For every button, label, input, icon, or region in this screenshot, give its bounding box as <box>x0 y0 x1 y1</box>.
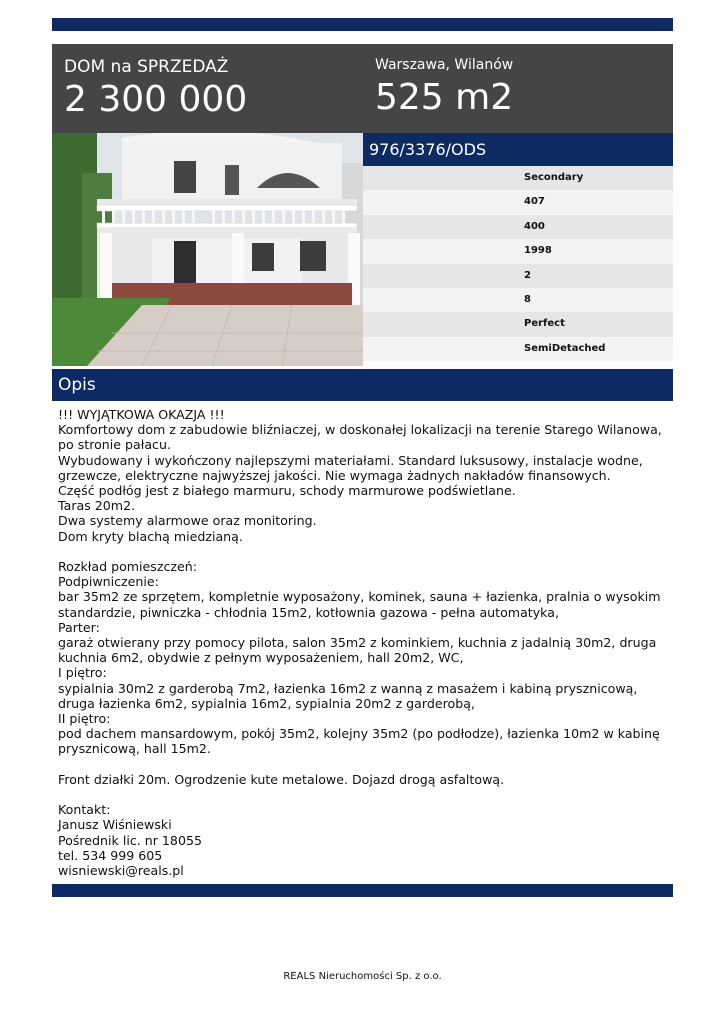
section-title: Opis <box>52 369 673 401</box>
listing-area: 525 m2 <box>375 77 514 118</box>
attribute-condition: Perfect <box>363 312 673 336</box>
bottom-accent-bar <box>52 884 673 897</box>
attributes-list <box>363 166 673 361</box>
attribute-year: 1998 <box>363 239 673 263</box>
attribute-value: 407 <box>363 190 673 214</box>
attribute-value: 8 <box>363 288 673 312</box>
listing-description: !!! WYJĄTKOWA OKAZJA !!! Komfortowy dom z zabudowie bliźniaczej, w doskonałej lokalizacji na terenie Starego Wilanowa, po stronie pałacu. Wybudowany i wykończony najlepszymi materiałami. Standard luksusowy, instalacje wodne, grzewcze, elektryczne najwyższej jakości. Nie wymaga żadnych nakładów finansowych. Część podłóg jest z białego marmuru, schody marmurowe podświetlane. Taras 20m2. Dwa systemy alarmowe oraz monitoring. Dom kryty blachą miedzianą. Rozkład pomieszczeń: Podpiwniczenie: bar 35m2 ze sprzętem, kompletnie wyposażony, kominek, sauna + łazienka, pralnia o wysokim standardzie, piwniczka - chłodnia 15m2, kotłownia gazowa - pełna automatyka, Parter: garaż otwierany przy pomocy pilota, salon 35m2 z kominkiem, kuchnia z jadalnią 30m2, druga kuchnia 6m2, obydwie z pełnym wyposażeniem, hall 20m2, WC, I piętro: sypialnia 30m2 z garderobą 7m2, łazienka 16m2 z wanną z masażem i kabiną prysznicową, druga łazienka 6m2, sypialnia 16m2, sypialnia 20m2 z garderobą, II piętro: pod dachem mansardowym, pokój 35m2, kolejny 35m2 (po podłodze), łazienka 10m2 w kabinę prysznicową, hall 15m2. Front działki 20m. Ogrodzenie kute metalowe. Dojazd drogą asfaltową. Kontakt: Janusz Wiśniewski Pośrednik lic. nr 18055 tel. 534 999 605 wisniewski@reals.pl <box>58 407 662 879</box>
listing-reference: 976/3376/ODS <box>363 133 673 166</box>
attribute-market: Secondary <box>363 166 673 190</box>
top-accent-bar <box>52 18 673 31</box>
footer-company: REALS Nieruchomości Sp. z o.o. <box>283 971 442 982</box>
house-illustration <box>52 133 363 366</box>
attribute-value: 400 <box>363 215 673 239</box>
attribute-building-type: SemiDetached <box>363 337 673 361</box>
listing-price: 2 300 000 <box>64 79 248 120</box>
attribute-value: 2 <box>363 264 673 288</box>
listing-header <box>52 44 673 133</box>
listing-type: DOM na SPRZEDAŻ <box>64 57 229 77</box>
listing-location: Warszawa, Wilanów <box>375 57 514 73</box>
property-photo <box>52 133 363 366</box>
